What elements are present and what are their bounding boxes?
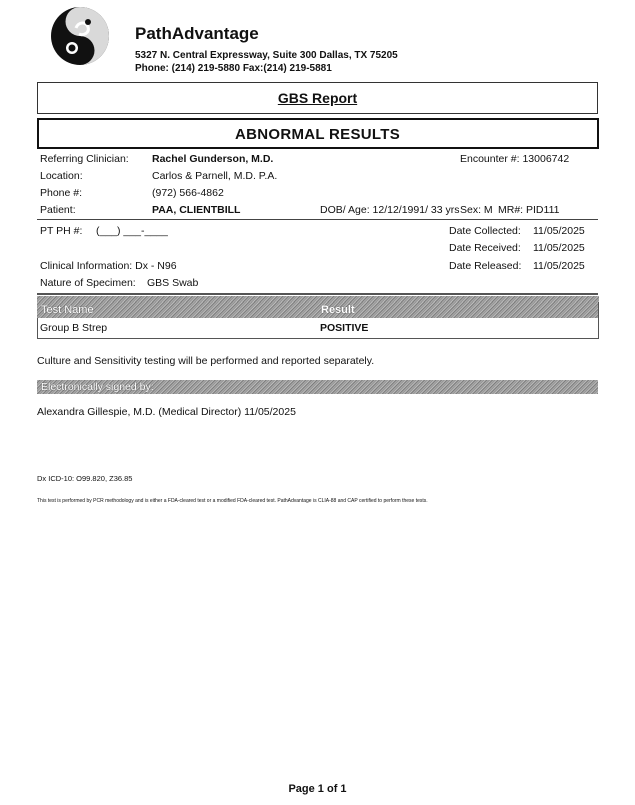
date-collected-label: Date Collected:: [449, 225, 521, 237]
page-number: Page 1 of 1: [288, 783, 347, 795]
signer: Alexandra Gillespie, M.D. (Medical Director) 11/05/2025: [37, 406, 296, 418]
signature-label: Electronically signed by:: [41, 381, 154, 393]
dob-age: DOB/ Age: 12/12/1991/ 33 yrs: [320, 204, 460, 216]
test-disclaimer: This test is performed by PCR methodology and is either a FDA-cleared test or a modified FDA-cleared test. PathAdvantage is CLIA-88 and CAP certified to perform these tests.: [37, 498, 428, 504]
pathadvantage-logo: [50, 6, 110, 66]
org-name: PathAdvantage: [135, 24, 259, 43]
dx-icd-codes: Dx ICD-10: O99.820, Z36.85: [37, 474, 133, 483]
divider: [37, 219, 598, 220]
patient-label: Patient:: [40, 204, 76, 216]
specimen-nature-value: GBS Swab: [147, 277, 199, 289]
org-phone-fax: Phone: (214) 219-5880 Fax:(214) 219-5881: [135, 63, 332, 74]
medical-record-number: MR#: PID111: [498, 204, 560, 216]
phone-value: (972) 566-4862: [152, 187, 224, 199]
patient-name: PAA, CLIENTBILL: [152, 204, 241, 216]
result-test-name: Group B Strep: [40, 322, 108, 334]
clinical-information: Clinical Information: Dx - N96: [40, 260, 177, 272]
result-value: POSITIVE: [320, 322, 369, 334]
pt-phone-value: (___) ___-____: [96, 225, 168, 237]
pt-phone-label: PT PH #:: [40, 225, 83, 237]
phone-label: Phone #:: [40, 187, 83, 199]
date-released-label: Date Released:: [449, 260, 522, 272]
date-received-value: 11/05/2025: [533, 242, 585, 254]
org-address-block: [135, 49, 398, 75]
report-title: GBS Report: [277, 90, 358, 106]
column-header-result: Result: [321, 304, 355, 316]
date-received-label: Date Received:: [449, 242, 521, 254]
location-value: Carlos & Parnell, M.D. P.A.: [152, 170, 278, 182]
date-released-value: 11/05/2025: [533, 260, 585, 272]
referring-clinician-value: Rachel Gunderson, M.D.: [152, 153, 274, 165]
encounter-number: Encounter #: 13006742: [460, 153, 570, 165]
report-status: ABNORMAL RESULTS: [234, 126, 401, 143]
results-table-header: [37, 302, 598, 318]
referring-clinician-label: Referring Clinician:: [40, 153, 129, 165]
specimen-nature-label: Nature of Specimen:: [40, 277, 136, 289]
date-collected-value: 11/05/2025: [533, 225, 585, 237]
org-address: 5327 N. Central Expressway, Suite 300 Dallas, TX 75205: [135, 50, 398, 61]
sex: Sex: M: [460, 204, 493, 216]
divider: [37, 293, 598, 295]
location-label: Location:: [40, 170, 83, 182]
column-header-test-name: Test Name: [41, 304, 94, 316]
culture-note: Culture and Sensitivity testing will be performed and reported separately.: [37, 355, 375, 367]
